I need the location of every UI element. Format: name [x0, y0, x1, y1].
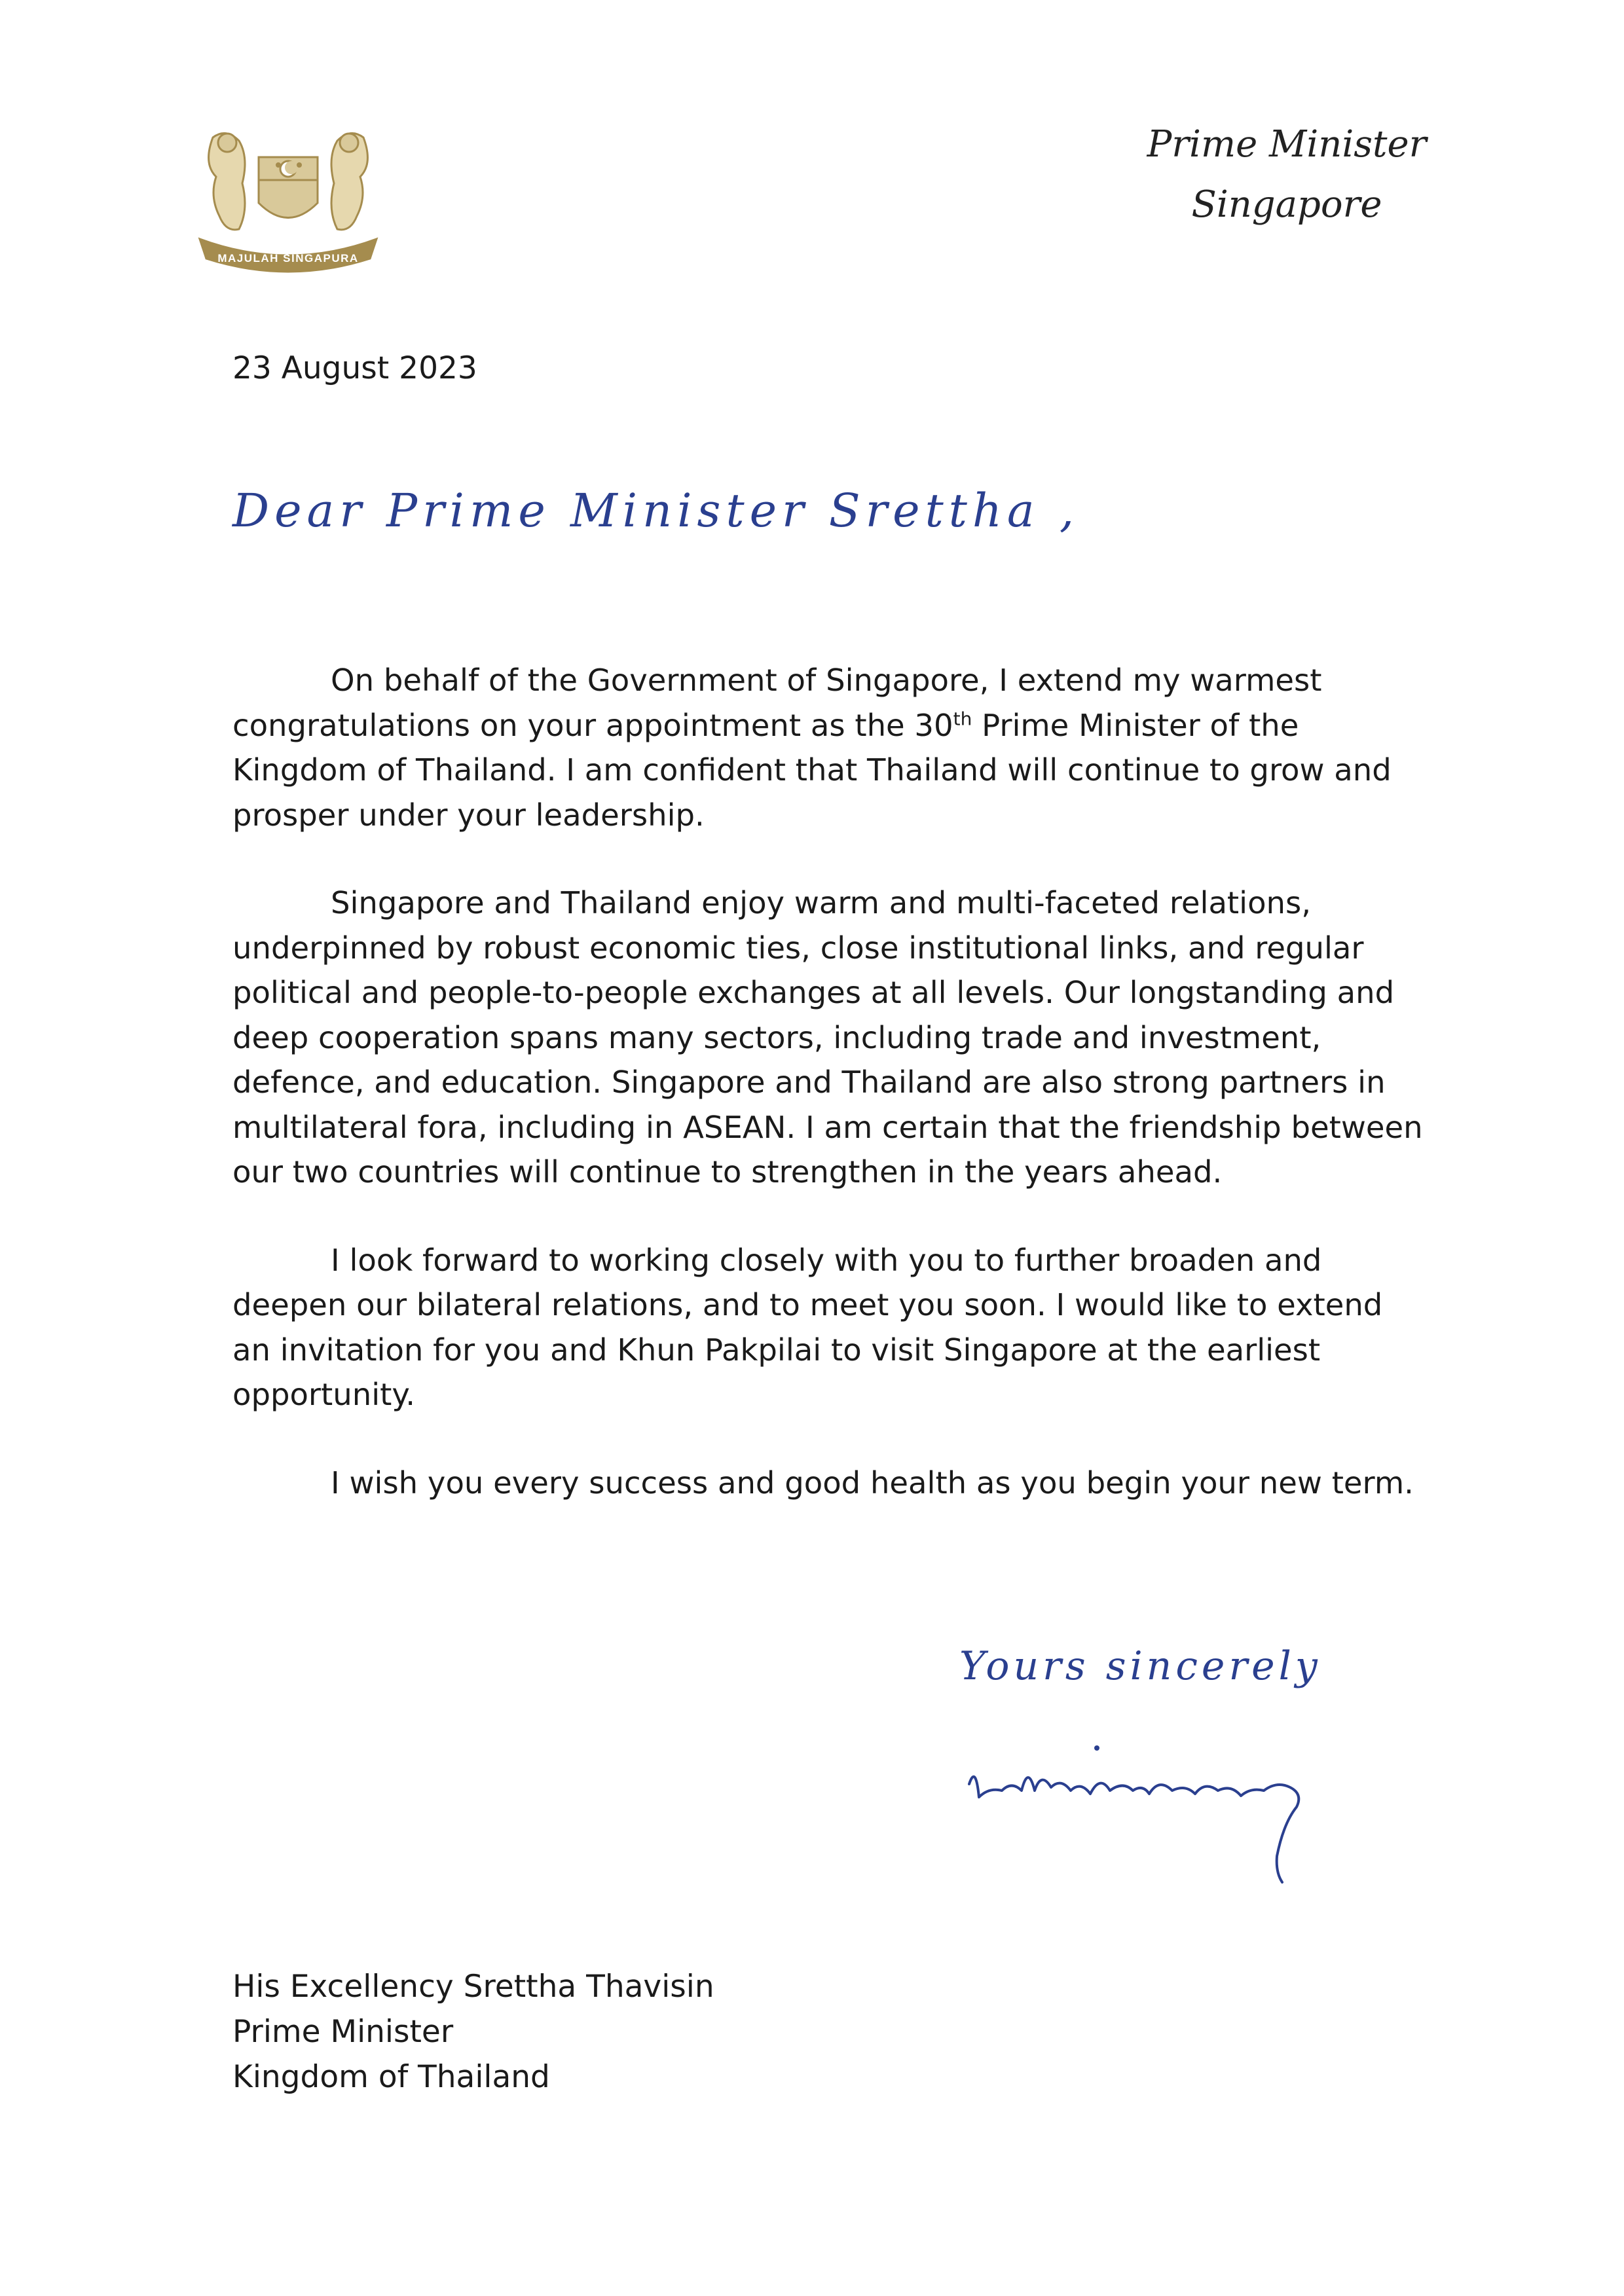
paragraph-1	[232, 658, 1424, 837]
handwritten-salutation: Dear Prime Minister Srettha ,	[232, 484, 1080, 538]
recipient-title: Prime Minister	[232, 2014, 454, 2050]
recipient-address	[232, 1964, 714, 2100]
signature-icon	[963, 1725, 1369, 1889]
singapore-coat-of-arms-icon	[187, 118, 390, 278]
recipient-name: His Excellency Srettha Thavisin	[232, 1969, 714, 2005]
office-line-1: Prime Minister	[1147, 123, 1427, 166]
ordinal-suffix: th	[953, 708, 972, 729]
paragraph-2: Singapore and Thailand enjoy warm and multi-faceted relations, underpinned by robust economic ties, close institutional links, and regular political and people-to-people exchanges at all levels. Our longstanding and deep cooperation spans many sectors, including trade and investment, defence, and education. Singapore and Thailand are also strong partners in multilateral fora, including in ASEAN. I am certain that the friendship between our two countries will continue to strengthen in the years ahead.	[232, 885, 1423, 1190]
letter-body	[232, 658, 1424, 1505]
paragraph-4: I wish you every success and good health as you begin your new term.	[331, 1465, 1414, 1501]
paragraph-1-part-b: Prime Minister of the Kingdom of Thailand. I am confident that Thailand will continue to grow and prosper under your leadership.	[232, 707, 1392, 833]
crest-motto: MAJULAH SINGAPURA	[217, 252, 359, 264]
recipient-country: Kingdom of Thailand	[232, 2059, 550, 2095]
office-line-2: Singapore	[1191, 183, 1382, 226]
office-title	[1116, 115, 1457, 235]
paragraph-3: I look forward to working closely with you to further broaden and deepen our bilateral relations, and to meet you soon. I would like to extend an invitation for you and Khun Pakpilai to visit Singapore at the earliest opportunity.	[232, 1242, 1383, 1412]
paragraph-1-part-a: On behalf of the Government of Singapore, I extend my warmest congratulations on your appointment as the 30	[232, 663, 1322, 743]
letter-date: 23 August 2023	[232, 350, 477, 386]
handwritten-closing: Yours sincerely	[959, 1643, 1321, 1689]
